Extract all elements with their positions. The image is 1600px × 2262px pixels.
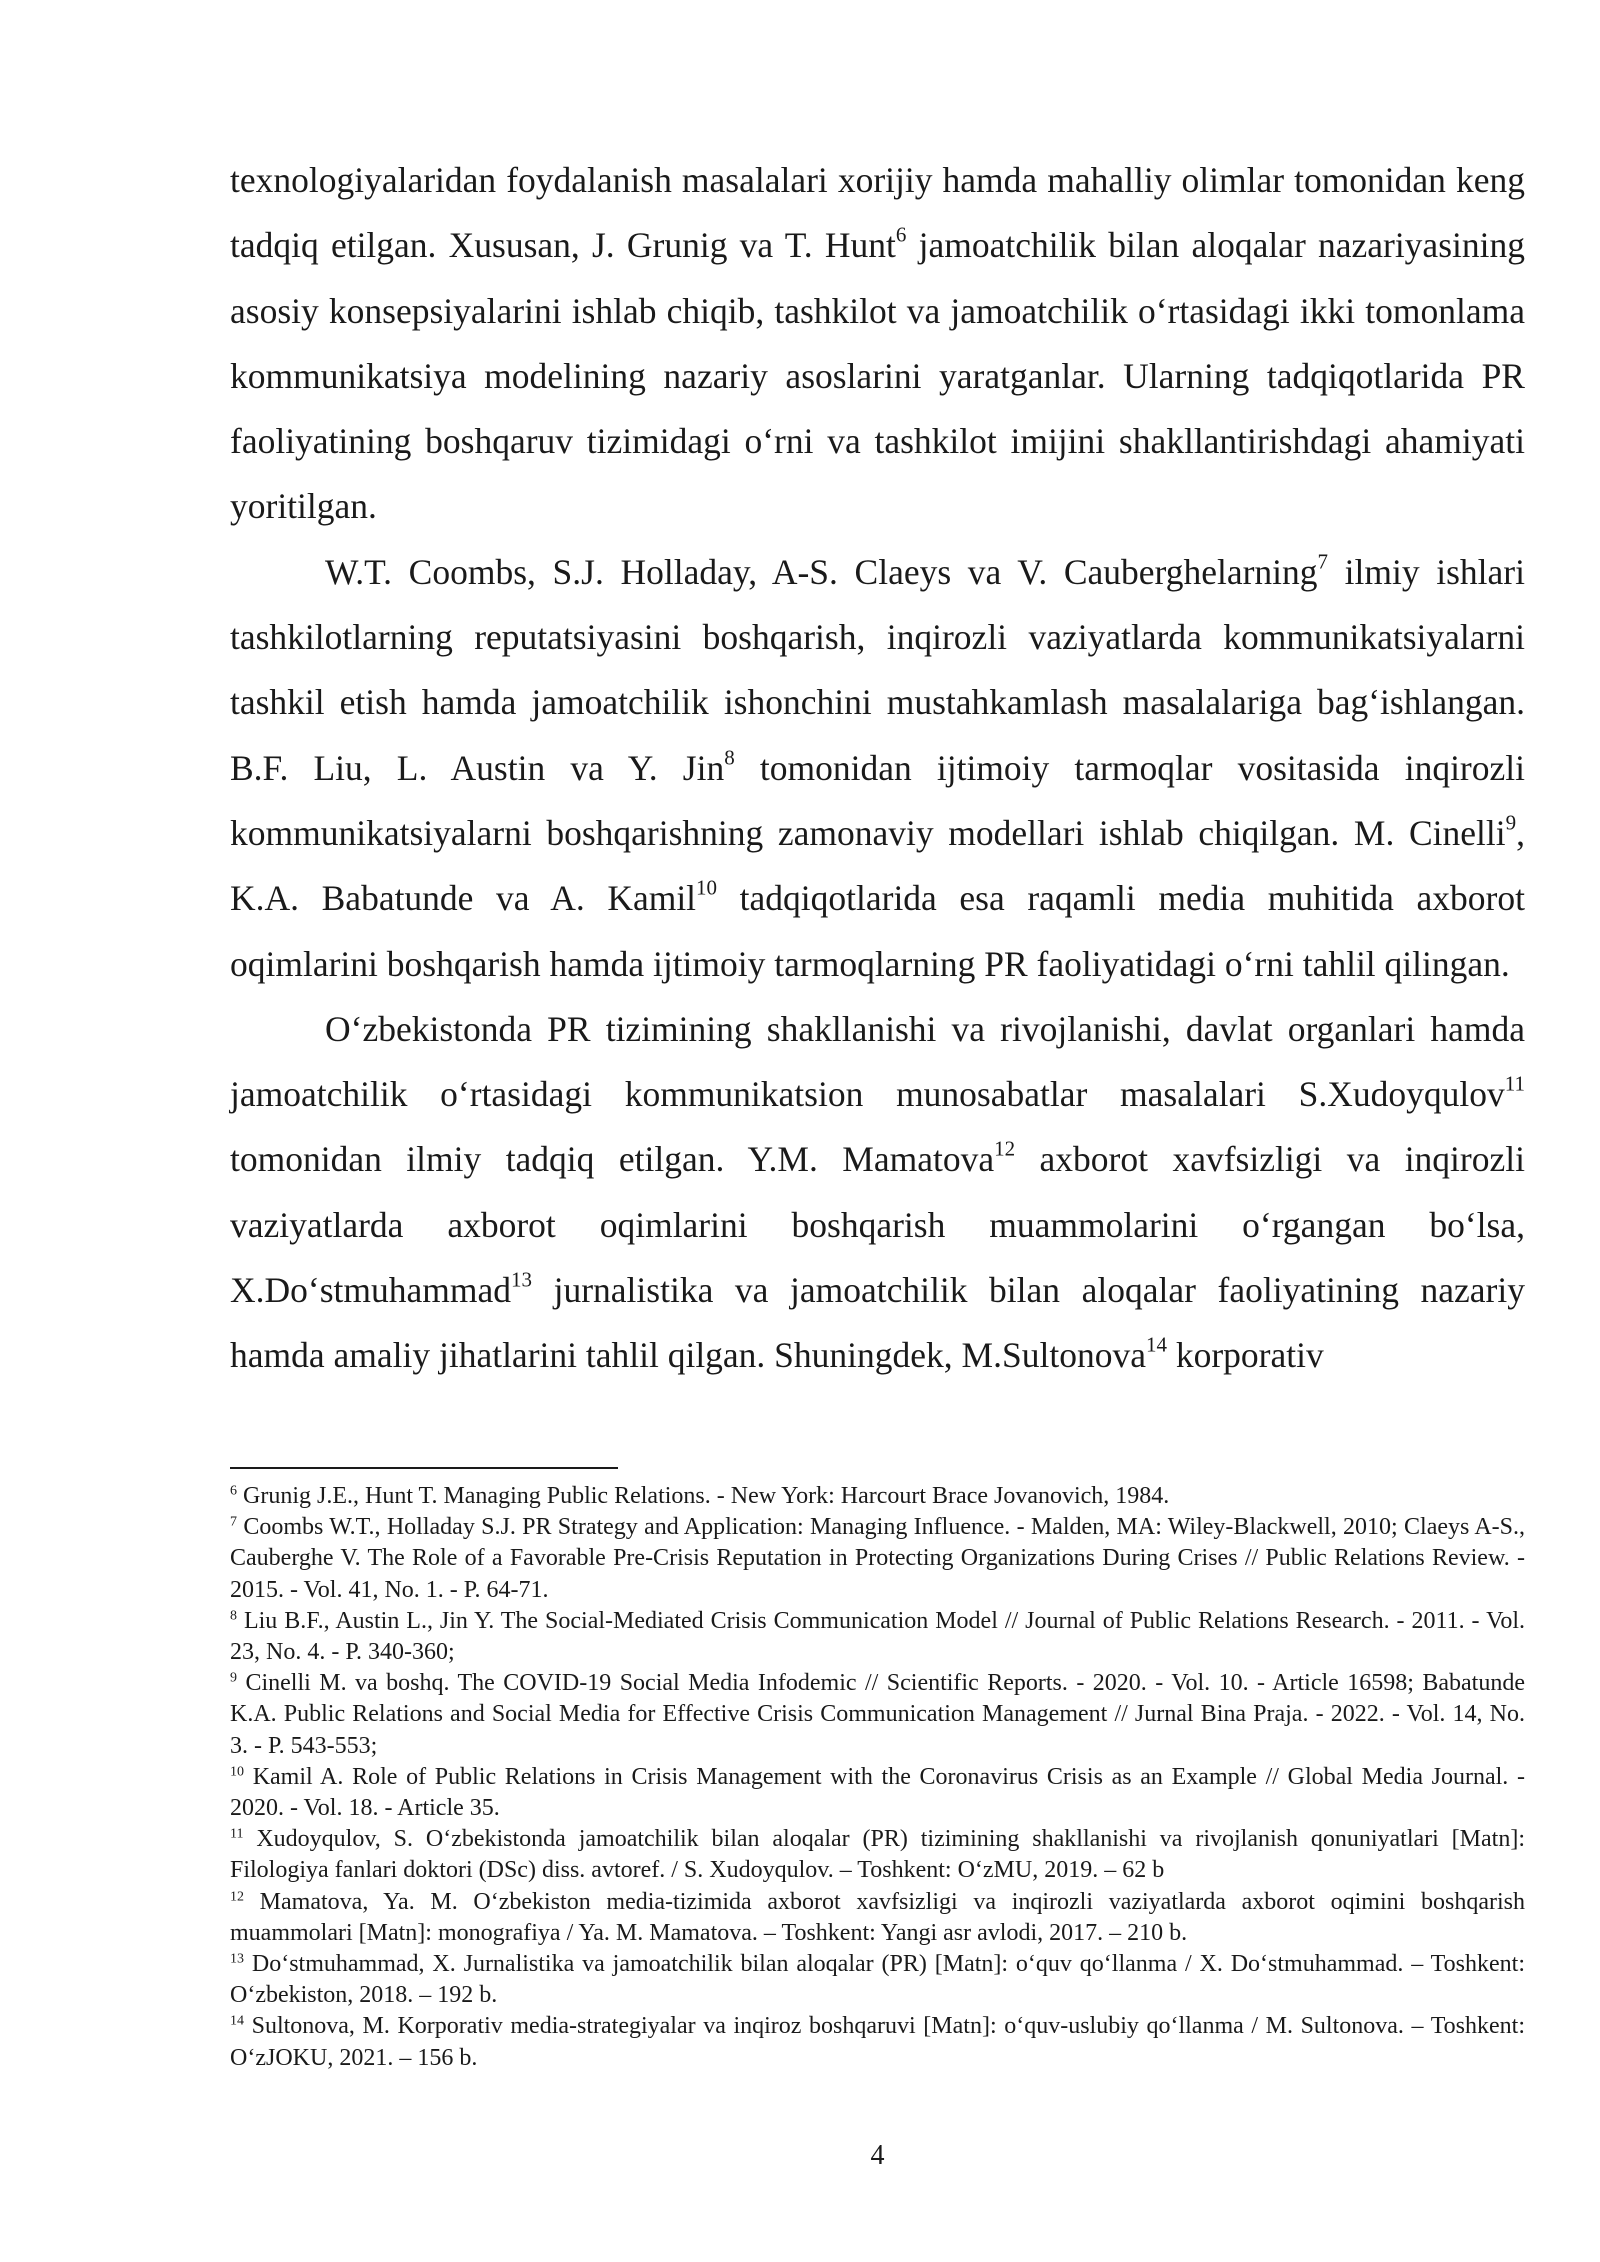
footnote-ref[interactable]: 6 (895, 222, 907, 247)
document-page (230, 0, 1525, 2262)
footnote-number: 7 (230, 1514, 237, 1530)
page-number: 4 (870, 2140, 885, 2171)
footnote-number: 8 (230, 1608, 237, 1624)
footnote-number: 6 (230, 1483, 237, 1499)
footnote-ref[interactable]: 13 (511, 1267, 533, 1292)
footnote-ref[interactable]: 8 (724, 744, 735, 769)
footnote: $^7$ Coombs W.T., Holladay S.J. PR Strategy and Application: Managing Influence. - Malden, MA: Wiley-Blackwell, 2010; Claeys A-S., Cauberghe V. The Role of a Favorable Pre-Crisis Reputation in Protecting Organizations During Crises // Public Relations Review. - 2015. - Vol. 41, No. 1. - P. 64-71. (230, 1514, 1525, 1603)
main-text (230, 148, 1525, 1389)
footnote: $^9$ Cinelli M. va boshq. The COVID-19 Social Media Infodemic // Scientific Reports. - 2020. - Vol. 10. - Article 16598; Babatunde K.A. Public Relations and Social Media for Effective Crisis Communication Management // Jurnal Bina Praja. - 2022. - Vol. 14, No. 3. - P. 543-553; (230, 1670, 1525, 1759)
footnote-ref[interactable]: 12 (994, 1136, 1016, 1161)
footnote: $^8$ Liu B.F., Austin L., Jin Y. The Social-Mediated Crisis Communication Model // Journal of Public Relations Research. - 2011. - Vol. 23, No. 4. - P. 340-360; (230, 1607, 1525, 1666)
footnote-ref[interactable]: 11 (1504, 1071, 1525, 1096)
footnote-ref[interactable]: 14 (1145, 1332, 1167, 1357)
footnote-number: 13 (230, 1951, 244, 1967)
footnote-number: 10 (230, 1764, 244, 1780)
footnote-number: 9 (230, 1670, 237, 1686)
footnote-number: 11 (230, 1826, 244, 1842)
footnote: $^{14}$ Sultonova, M. Korporativ media-strategiyalar va inqiroz boshqaruvi [Matn]: o‘quv-uslubiy qo‘llanma / M. Sultonova. – Toshkent: O‘zJOKU, 2021. – 156 b. (230, 2013, 1525, 2071)
paragraph: O‘zbekistonda PR tizimining shakllanishi va rivojlanishi, davlat organlari hamda jamoatchilik o‘rtasidagi kommunikatsion munosabatlar masalalari S.Xudoyqulov$^{11}$ tomonidan ilmiy tadqiq etilgan. Y.M. Mamatova$^{12}$ axborot xavfsizligi va inqirozli vaziyatlarda axborot oqimlarini boshqarish muammolarini o‘rgangan bo‘lsa, X.Do‘stmuhammad$^{13}$ jurnalistika va jamoatchilik bilan aloqalar faoliyatining nazariy hamda amaliy jihatlarini tahlil qilgan. Shuningdek, M.Sultonova$^{14}$ korporativ (230, 1008, 1525, 1376)
footnote-ref[interactable]: 10 (696, 875, 718, 900)
footnote: $^6$ Grunig J.E., Hunt T. Managing Public Relations. - New York: Harcourt Brace Jovanovich, 1984. (230, 1483, 1170, 1509)
footnote: $^{12}$ Mamatova, Ya. M. O‘zbekiston media-tizimida axborot xavfsizligi va inqirozli vaziyatlarda axborot oqimini boshqarish muammolari [Matn]: monografiya / Ya. M. Mamatova. – Toshkent: Yangi asr avlodi, 2017. – 210 b. (230, 1888, 1525, 1946)
footnotes (230, 1481, 1525, 2074)
footnote-separator (230, 1467, 618, 1469)
footnote-ref[interactable]: 7 (1317, 549, 1329, 574)
footnote-number: 14 (230, 2014, 244, 2030)
footnote-number: 12 (230, 1889, 244, 1905)
footnote: $^{10}$ Kamil A. Role of Public Relations in Crisis Management with the Coronavirus Crisis as an Example // Global Media Journal. - 2020. - Vol. 18. - Article 35. (230, 1763, 1525, 1822)
footnote-ref[interactable]: 9 (1505, 810, 1517, 835)
footnote: $^{11}$ Xudoyqulov, S. O‘zbekistonda jamoatchilik bilan aloqalar (PR) tizimining shakllanishi va rivojlanish qonuniyatlari [Matn]: Filologiya fanlari doktori (DSc) diss. avtoref. / S. Xudoyqulov. – Toshkent: O‘zMU, 2019. – 62 b (230, 1826, 1525, 1884)
footnote: $^{13}$ Do‘stmuhammad, X. Jurnalistika va jamoatchilik bilan aloqalar (PR) [Matn]: o‘quv qo‘llanma / X. Do‘stmuhammad. – Toshkent: O‘zbekiston, 2018. – 192 b. (230, 1951, 1525, 2009)
paragraph: texnologiyalaridan foydalanish masalalari xorijiy hamda mahalliy olimlar tomonidan keng tadqiq etilgan. Xususan, J. Grunig va T. Hunt$^6$ jamoatchilik bilan aloqalar nazariyasining asosiy konsepsiyalarini ishlab chiqib, tashkilot va jamoatchilik o‘rtasidagi ikki tomonlama kommunikatsiya modelining nazariy asoslarini yaratganlar. Ularning tadqiqotlarida PR faoliyatining boshqaruv tizimidagi o‘rni va tashkilot imijini shakllantirishdagi ahamiyati yoritilgan. (230, 160, 1525, 527)
paragraph: W.T. Coombs, S.J. Holladay, A-S. Claeys va V. Cauberghelarning$^7$ ilmiy ishlari tashkilotlarning reputatsiyasini boshqarish, inqirozli vaziyatlarda kommunikatsiyalarni tashkil etish hamda jamoatchilik ishonchini mustahkamlash masalalariga bag‘ishlangan. B.F. Liu, L. Austin va Y. Jin$^8$ tomonidan ijtimoiy tarmoqlar vositasida inqirozli kommunikatsiyalarni boshqarishning zamonaviy modellari ishlab chiqilgan. M. Cinelli$^9$, K.A. Babatunde va A. Kamil$^{10}$ tadqiqotlarida esa raqamli media muhitida axborot oqimlarini boshqarish hamda ijtimoiy tarmoqlarning PR faoliyatidagi o‘rni tahlil qilingan. (230, 549, 1525, 984)
